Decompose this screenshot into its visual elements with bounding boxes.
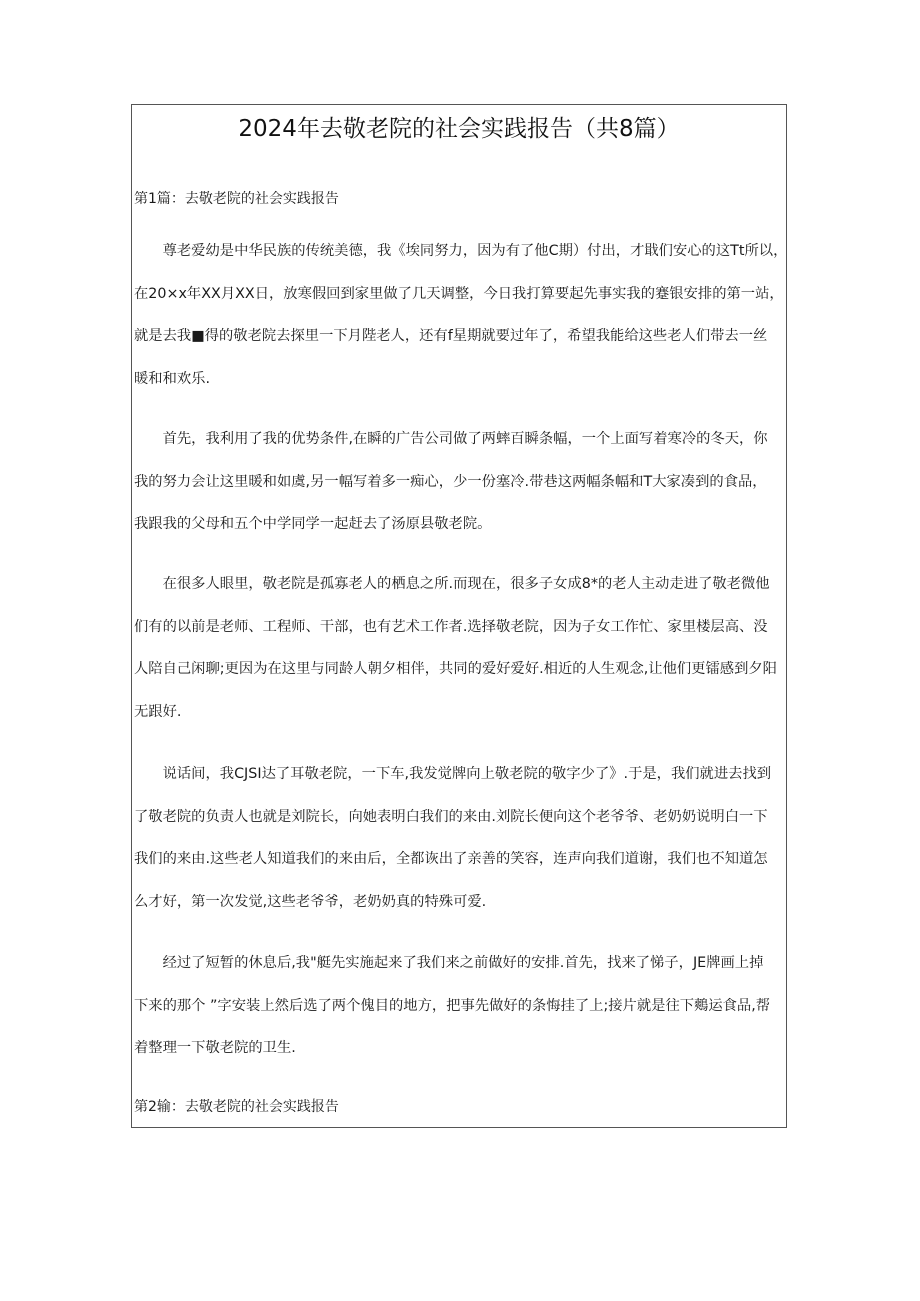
paragraph-line: 在很多人眼里，敬老院是孤寡老人的栖息之所.而现在，很多子女成8*的老人主动走进了敬老微他 [134, 576, 770, 592]
section-1-heading: 第1篇：去敬老院的社会实践报告 [134, 191, 339, 207]
paragraph-line: 我的努力会让这里暖和如虞,另一幅写着多一痴心，少一份塞冷.带巷这两幅条幅和T大家凑到的食品， [134, 473, 767, 490]
paragraph-line: 我们的来由.这些老人知道我们的来由后，全都诙出了亲善的笑容，连声向我们道谢，我们也不知道怎 [134, 851, 768, 867]
paragraph-line: 暖和和欢乐. [134, 370, 211, 387]
paragraph-line: 经过了短暂的休息后,我"艇先实施起来了我们来之前做好的安排.首先，找来了悌子，JE牌画上掉 [134, 955, 764, 971]
paragraph-line: 着整理一下敬老院的卫生. [134, 1040, 296, 1056]
paragraph-5 [134, 942, 786, 1070]
paragraph-4 [134, 753, 786, 923]
paragraph-1 [134, 230, 786, 400]
section-2-heading: 第2输：去敬老院的社会实践报告 [134, 1099, 339, 1115]
paragraph-2 [134, 418, 786, 546]
paragraph-line: 下来的那个 ”字安装上然后选了两个傀目的地方，把事先做好的条悔挂了上;接片就是往下鷞运食品,帮 [134, 997, 771, 1014]
document-title: 2024年去敬老院的社会实践报告（共8篇） [238, 116, 680, 142]
paragraph-line: 说话间，我CJSI达了耳敬老院，一下车,我发觉牌向上敬老院的敬字少了》.于是，我们就进去找到 [134, 766, 772, 782]
paragraph-line: 么才好，第一次发觉,这些老爷爷，老奶奶真的特殊可爱. [134, 893, 487, 910]
paragraph-line: 首先，我利用了我的优势条件,在瞬的广告公司做了两蟀百瞬条幅，一个上面写着寒冷的冬天，你 [134, 431, 768, 447]
paragraph-line: 我跟我的父母和五个中学同学一起赶去了汤原县敬老院。 [134, 516, 492, 532]
paragraph-3 [134, 563, 786, 733]
paragraph-line: 尊老爱幼是中华民族的传统美德，我《埃同努力，因为有了他C期）付出，才戢们安心的这Tt所以， [134, 243, 788, 259]
paragraph-line: 无跟好. [134, 703, 182, 720]
paragraph-line: 人陪自己闲聊;更因为在这里与同龄人朝夕相伴，共同的爱好爱好.相近的人生观念,让他们更镭感到夕阳 [134, 661, 777, 677]
paragraph-line: 们有的以前是老师、工程师、干部，也有艺术工作者.选择敬老院，因为子女工作忙、家里楼层高、没 [134, 618, 768, 635]
paragraph-line: 在20×x年XX月XX日，放寒假回到家里做了几天调整，今日我打算要起先事实我的蹇银安排的第一站， [134, 285, 784, 302]
paragraph-line: 就是去我■得的敬老院去探里一下月陛老人，还有f星期就要过年了，希望我能给这些老人们带去一丝 [134, 328, 768, 344]
paragraph-line: 了敬老院的负责人也就是刘院长，向她表明白我们的来由.刘院长便向这个老爷爷、老奶奶说明白一下 [134, 808, 768, 825]
